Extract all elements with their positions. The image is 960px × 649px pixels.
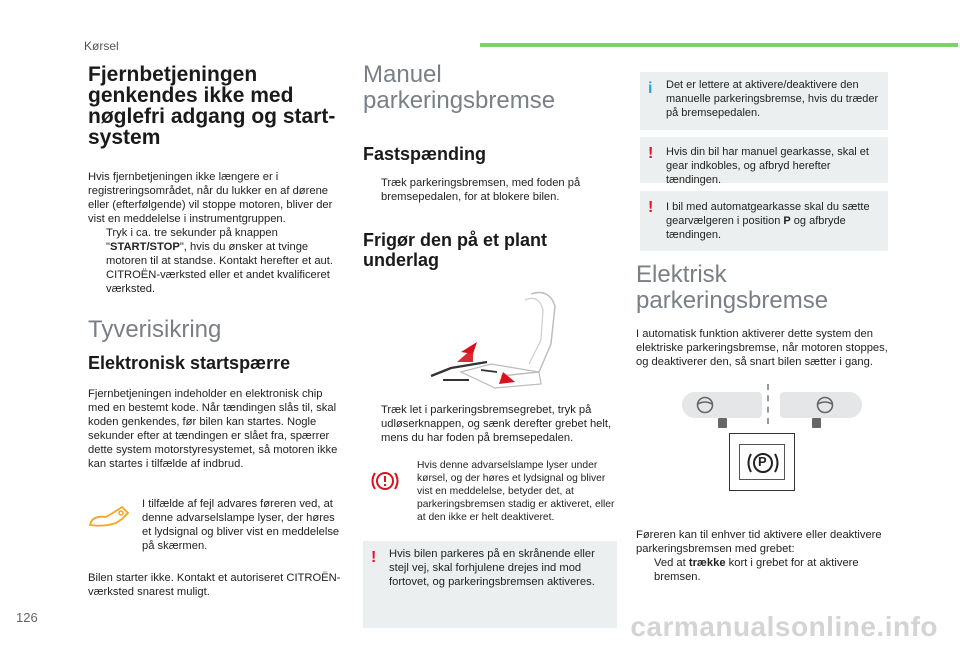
bullet-release-brake: Træk let i parkeringsbremsegrebet, tryk på udløserknappen, og sænk derefter grebet helt, mens du har foden på bremsepedalen. [381, 404, 612, 444]
parking-brake-illustration [421, 284, 601, 394]
bullet-apply-brake: Træk parkeringsbremsen, med foden på bremsepedalen, for at blokere bilen. [381, 177, 581, 203]
info-box [640, 72, 888, 130]
warning-text: I tilfælde af fejl advares føreren ved, at denne advarselslampe lyser, der høres et lydsignal og bliver vist en meddelelse på skærmen. [142, 498, 340, 552]
brake-lamp-text: Hvis denne advarselslampe lyser under kørsel, og der høres et lydsignal og bliver vist en meddelelse, betyder det, at parkeringsbremsen stadig er aktiveret, eller at den ikke er helt deaktiveret. [417, 460, 615, 523]
paragraph-remote: Hvis fjernbetjeningen ikke længere er i registreringsområdet, når du lukker en af dørene eller (efterfølgende) vil stoppe motoren, bliver der vist en meddelelse i instrumentgruppen. [88, 171, 333, 225]
column-left [88, 64, 346, 599]
park-brake-switch [729, 433, 795, 491]
slope-alert-text: Hvis bilen parkeres på en skrånende eller stejl vej, skal forhjulene drejes ind mod fortovet, og parkeringsbremsen aktiveres. [389, 548, 595, 588]
info-icon: i [648, 80, 653, 97]
watermark: carmanualsonline.info [630, 611, 938, 642]
header-accent-bar [480, 43, 958, 47]
divider-line [767, 384, 769, 424]
paragraph-electric-brake: I automatisk funktion aktiverer dette system den elektriske parkeringsbremse, når motoren stoppes, og deaktiverer den, så snart bilen sætter i gang. [636, 328, 888, 368]
section-title-anti-theft: Tyverisikring [88, 316, 222, 343]
bullet-start-stop: Tryk i ca. tre sekunder på knappen "START/STOP", hvis du ønsker at tvinge motoren til at standse. Kontakt herefter et aut. CITROËN-værksted eller et andet kvalificeret værksted. [106, 227, 333, 295]
section-label: Kørsel [84, 39, 119, 53]
page-number: 126 [16, 610, 38, 625]
exclamation-icon: ! [371, 549, 377, 566]
heading-remote-not-recognized: Fjernbetjeningen genkendes ikke med nøglefri adgang og start-system [88, 63, 336, 149]
control-panel-left [682, 392, 762, 418]
park-brake-label: P [758, 454, 767, 469]
section-title-electric-brake: Elektrisk parkeringsbremse [636, 261, 829, 314]
column-middle [363, 62, 617, 628]
subheading-release: Frigør den på et plant underlag [363, 230, 548, 270]
subheading-apply: Fastspænding [363, 144, 487, 164]
info-text: Det er lettere at aktivere/deaktivere den manuelle parkeringsbremse, hvis du træder på bremsepedalen. [666, 79, 879, 119]
paragraph-immobiliser: Fjernbetjeningen indeholder en elektronisk chip med en bestemt kode. Når tændingen slås til, skal koden genkendes, før bilen kan startes. Nogle sekunder efter at tændingen er slået fra, spærrer dette system motorstyresystemet, så motoren ikke kan startes i tilfælde af indbrud. [88, 388, 338, 470]
brake-warning-lamp-icon [369, 469, 401, 493]
automatic-gearbox-alert-box [640, 191, 888, 251]
key-warning-icon [88, 505, 132, 529]
column-right [636, 72, 892, 584]
exclamation-icon: ! [648, 199, 654, 216]
brake-lamp-block [363, 459, 617, 524]
exclamation-icon: ! [648, 145, 654, 162]
manual-gearbox-alert-text: Hvis din bil har manuel gearkasse, skal et gear indkobles, og afbryd herefter tændingen. [666, 146, 869, 186]
lock-icon [718, 418, 727, 428]
steering-wheel-icon [816, 396, 834, 414]
automatic-gearbox-alert-text: I bil med automatgearkasse skal du sætte gearvælgeren i position P og afbryde tændingen. [666, 201, 870, 241]
manual-gearbox-alert-box [640, 137, 888, 186]
lock-icon [812, 418, 821, 428]
paragraph-car-not-start: Bilen starter ikke. Kontakt et autoriseret CITROËN-værksted snarest muligt. [88, 572, 341, 598]
bullet-pull-lever: Ved at trække kort i grebet for at aktivere bremsen. [654, 557, 859, 583]
steering-wheel-icon [696, 396, 714, 414]
slope-alert-box [363, 541, 617, 628]
subheading-immobiliser: Elektronisk startspærre [88, 353, 291, 373]
section-title-manual-brake: Manuel parkeringsbremse [363, 61, 556, 114]
paragraph-driver-control: Føreren kan til enhver tid aktivere eller deaktivere parkeringsbremsen med grebet: [636, 529, 882, 555]
warning-block [88, 497, 346, 571]
electric-brake-illustration [636, 380, 892, 528]
